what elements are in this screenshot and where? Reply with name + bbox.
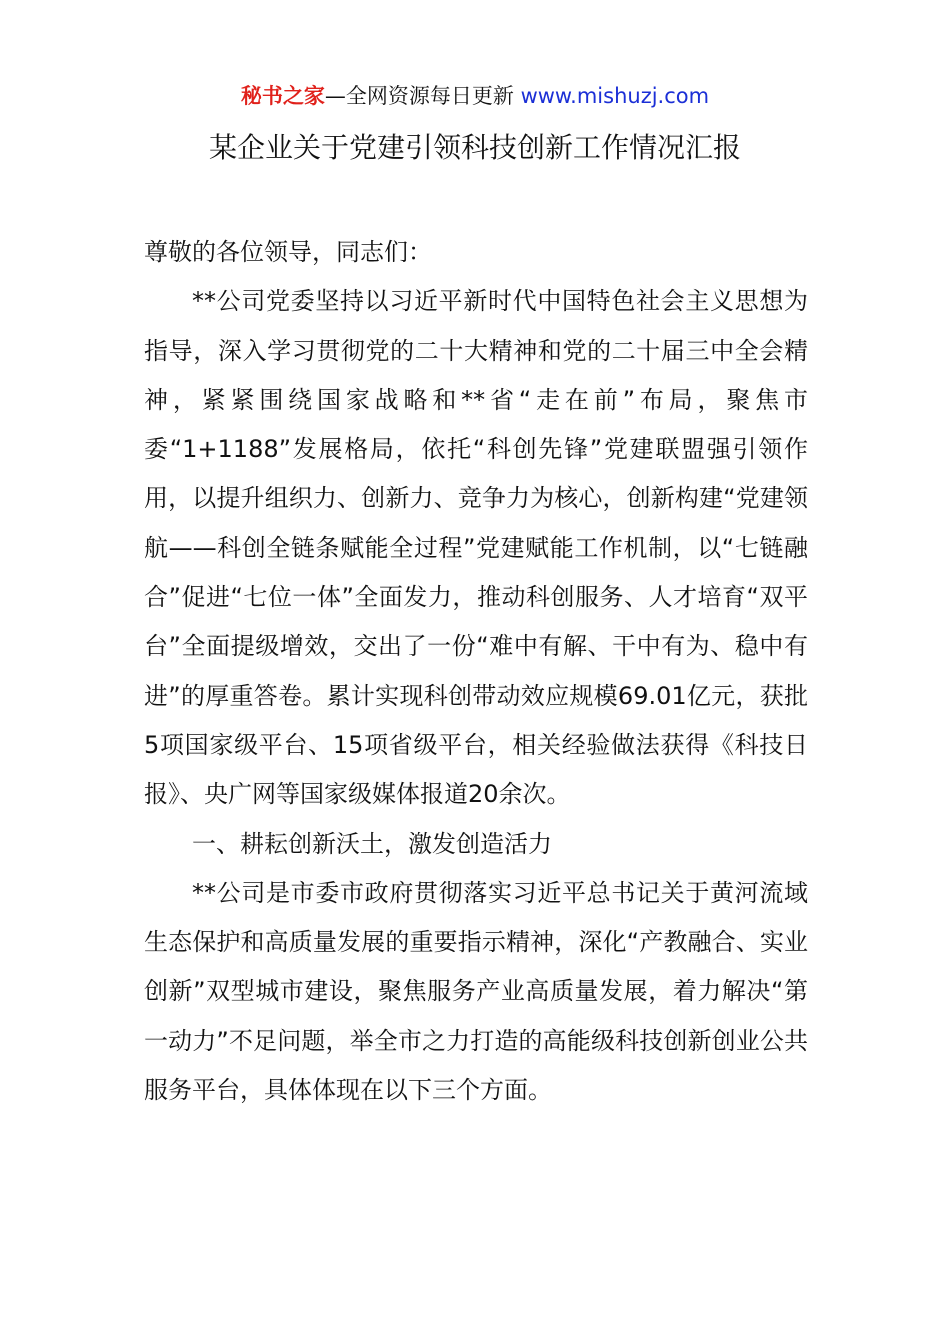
paragraph-intro: **公司党委坚持以习近平新时代中国特色社会主义思想为指导，深入学习贯彻党的二十大精神和党的二十届三中全会精神，紧紧围绕国家战略和**省“走在前”布局，聚焦市委“1+1188”发展格局，依托“科创先锋”党建联盟强引领作用，以提升组织力、创新力、竞争力为核心，创新构建“党建领航——科创全链条赋能全过程”党建赋能工作机制，以“七链融合”促进“七位一体”全面发力，推动科创服务、人才培育“双平台”全面提级增效，交出了一份“难中有解、干中有为、稳中有进”的厚重答卷。累计实现科创带动效应规模69.01亿元，获批5项国家级平台、15项省级平台，相关经验做法获得《科技日报》、央广网等国家级媒体报道20余次。	[144, 287, 808, 809]
document-title: 某企业关于党建引领科技创新工作情况汇报	[208, 131, 741, 164]
section-heading: 一、耕耘创新沃土，激发创造活力	[192, 829, 552, 858]
site-tagline: —全网资源每日更新	[324, 84, 514, 108]
paragraph-section-1: **公司是市委市政府贯彻落实习近平总书记关于黄河流域生态保护和高质量发展的重要指示精神，深化“产教融合、实业创新”双型城市建设，聚焦服务产业高质量发展，着力解决“第一动力”不足问题，举全市之力打造的高能级科技创新创业公共服务平台，具体体现在以下三个方面。	[144, 878, 808, 1105]
site-url-link[interactable]: www.mishuzj.com	[520, 84, 710, 108]
document-body	[144, 228, 808, 1115]
salutation: 尊敬的各位领导，同志们：	[144, 238, 432, 266]
site-brand: 秘书之家	[240, 84, 325, 108]
site-header	[0, 80, 950, 112]
